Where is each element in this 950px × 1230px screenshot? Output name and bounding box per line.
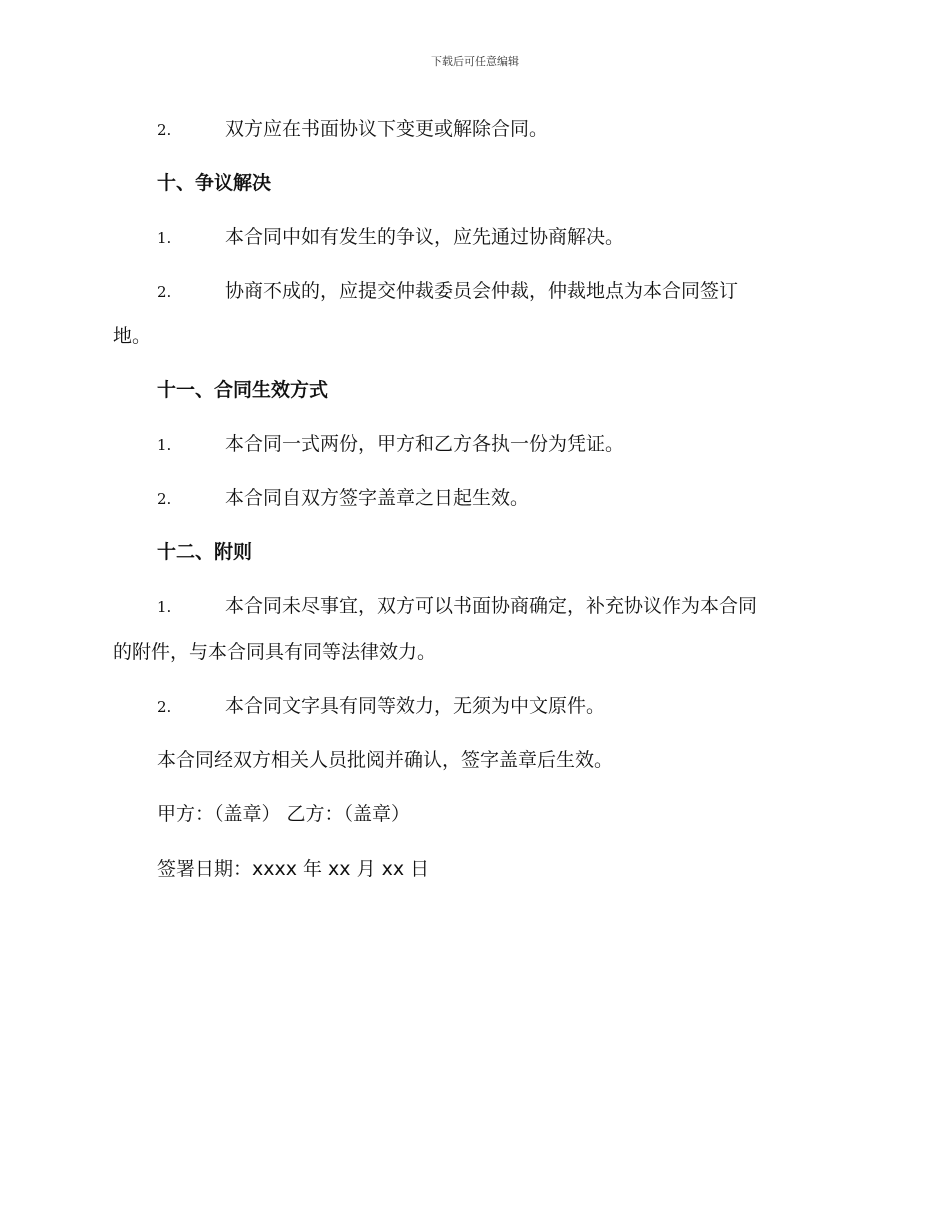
item-number: 1. bbox=[157, 598, 172, 616]
item-text: 本合同文字具有同等效力，无须为中文原件。 bbox=[225, 695, 606, 717]
item-text: 双方应在书面协议下变更或解除合同。 bbox=[225, 118, 549, 140]
item-text: 本合同自双方签字盖章之日起生效。 bbox=[225, 487, 530, 509]
item-text: 本合同一式两份，甲方和乙方各执一份为凭证。 bbox=[225, 433, 625, 455]
closing-statement: 本合同经双方相关人员批阅并确认，签字盖章后生效。 bbox=[157, 749, 614, 771]
signing-date: 签署日期：xxxx 年 xx 月 xx 日 bbox=[157, 858, 430, 880]
item-text-continuation: 地。 bbox=[113, 325, 152, 347]
item-number: 1. bbox=[157, 436, 172, 454]
page-header: 下载后可任意编辑 bbox=[431, 55, 519, 68]
item-number: 2. bbox=[157, 121, 172, 139]
item-text-continuation: 的附件，与本合同具有同等法律效力。 bbox=[113, 641, 437, 663]
section10-heading: 十、争议解决 bbox=[157, 172, 272, 194]
section11-heading: 十一、合同生效方式 bbox=[157, 379, 329, 401]
item-text: 协商不成的，应提交仲裁委员会仲裁，仲裁地点为本合同签订 bbox=[225, 280, 739, 302]
item-text: 本合同未尽事宜，双方可以书面协商确定，补充协议作为本合同 bbox=[225, 595, 758, 617]
item-number: 2. bbox=[157, 490, 172, 508]
item-number: 2. bbox=[157, 283, 172, 301]
item-text: 本合同中如有发生的争议，应先通过协商解决。 bbox=[225, 226, 625, 248]
section12-heading: 十二、附则 bbox=[157, 541, 253, 563]
item-number: 1. bbox=[157, 229, 172, 247]
item-number: 2. bbox=[157, 698, 172, 716]
party-signatures: 甲方：（盖章） 乙方：（盖章） bbox=[157, 803, 411, 825]
